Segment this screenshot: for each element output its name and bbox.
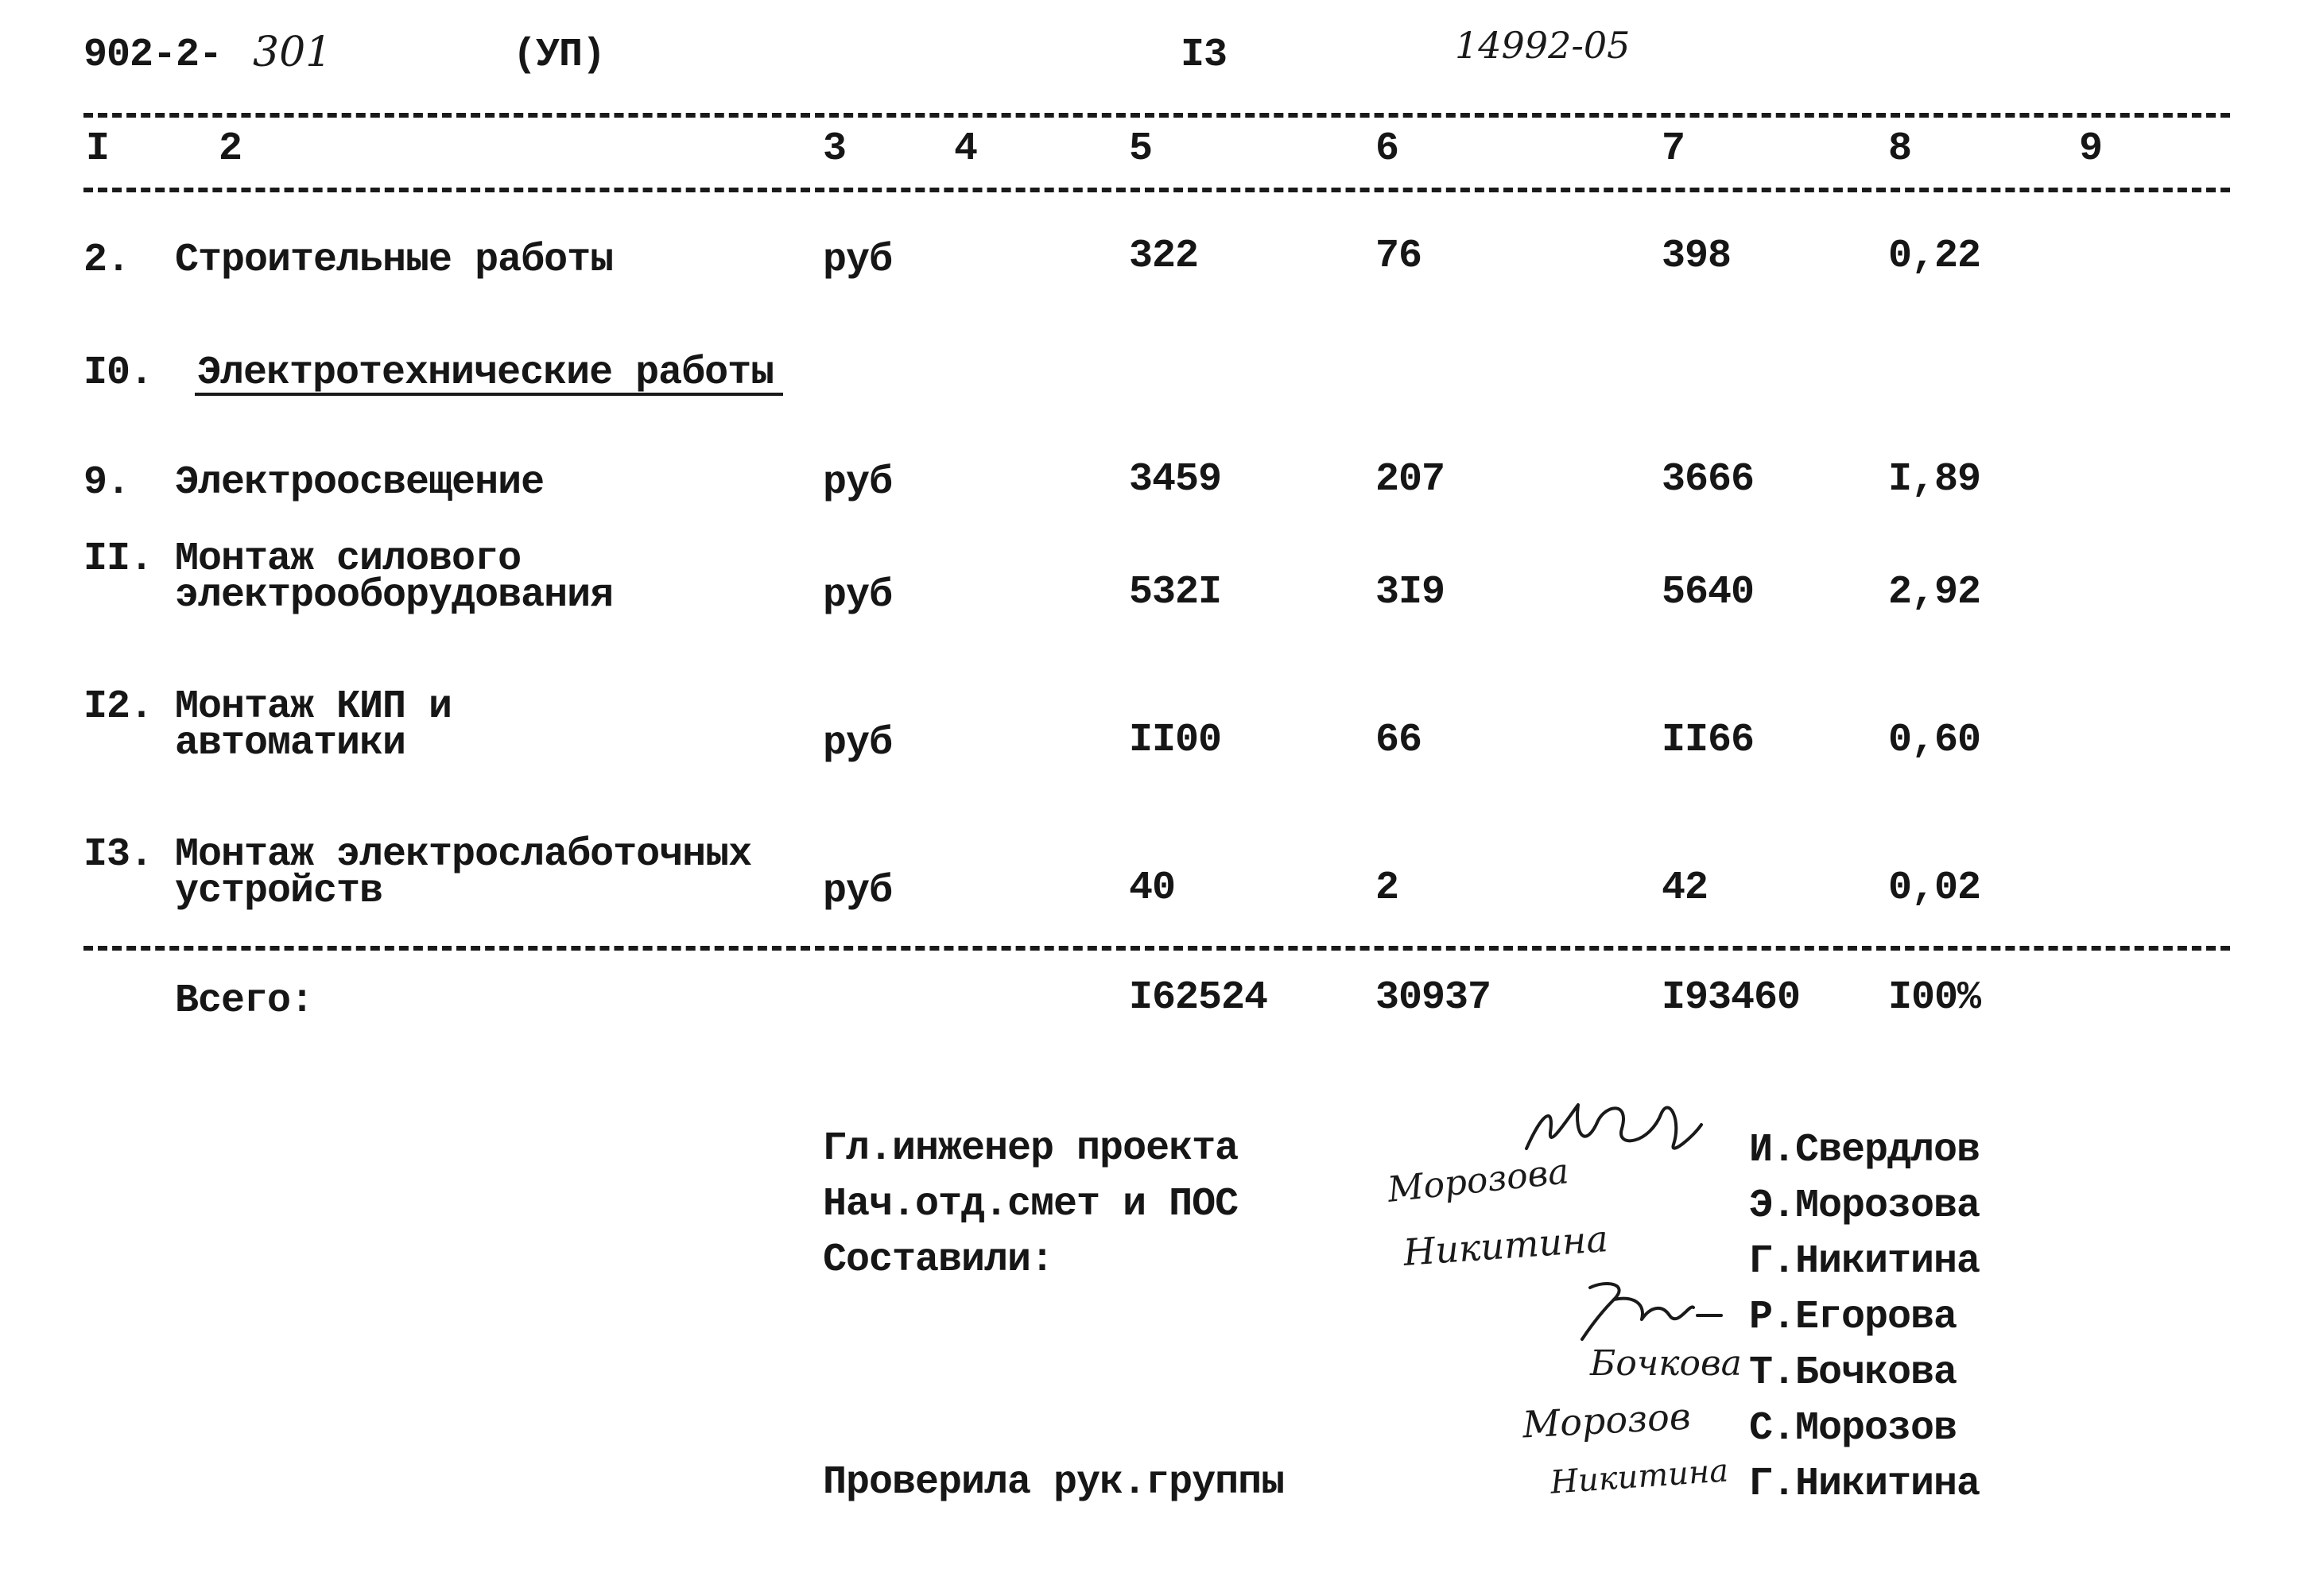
total-col6: 30937 xyxy=(1375,975,1491,1021)
row-col7: 42 xyxy=(1662,866,1709,911)
row-unit: руб xyxy=(823,573,893,618)
row-col8: 2,92 xyxy=(1888,570,1981,615)
row-name: Электроосвещение xyxy=(175,460,545,506)
column-header-8: 8 xyxy=(1888,126,1912,172)
signature-nikitina: Никитина xyxy=(1402,1217,1610,1274)
role-compilers: Составили: xyxy=(823,1238,1054,1283)
signatory-name: И.Свердлов xyxy=(1749,1128,1980,1173)
row-col7: 5640 xyxy=(1662,570,1755,615)
row-unit: руб xyxy=(823,721,893,766)
row-name-line1: Монтаж КИП и xyxy=(175,684,452,730)
total-col5: I62524 xyxy=(1129,975,1268,1021)
divider-top xyxy=(83,113,2230,118)
row-col7: 3666 xyxy=(1662,457,1755,502)
row-number: I3. xyxy=(83,832,153,877)
row-col6: 66 xyxy=(1375,718,1422,763)
row-col6: 76 xyxy=(1375,234,1422,279)
signatory-name: Г.Никитина xyxy=(1749,1239,1980,1284)
signature-nikitina-check: Никитина xyxy=(1549,1452,1730,1501)
row-col7: 398 xyxy=(1662,234,1732,279)
role-checked-by: Проверила рук.группы xyxy=(823,1460,1285,1505)
row-col6: 207 xyxy=(1375,457,1445,502)
row-number: I0. xyxy=(83,351,153,396)
row-col6: 3I9 xyxy=(1375,570,1445,615)
column-header-7: 7 xyxy=(1662,126,1685,172)
row-number: I2. xyxy=(83,684,153,730)
column-header-6: 6 xyxy=(1375,126,1399,172)
doc-volume: (УП) xyxy=(513,33,606,78)
signatory-name: Г.Никитина xyxy=(1749,1462,1980,1507)
row-unit: руб xyxy=(823,460,893,506)
row-col5: 532I xyxy=(1129,570,1222,615)
role-department-head: Нач.отд.смет и ПОС xyxy=(823,1182,1239,1227)
column-header-9: 9 xyxy=(2079,126,2103,172)
total-col8: I00% xyxy=(1888,975,1981,1021)
row-unit: руб xyxy=(823,869,893,914)
row-number: 2. xyxy=(83,238,130,283)
section-underline xyxy=(195,393,783,396)
row-col8: 0,60 xyxy=(1888,718,1981,763)
column-header-1: I xyxy=(86,126,110,172)
row-col8: I,89 xyxy=(1888,457,1981,502)
page-number: I3 xyxy=(1181,33,1228,78)
row-col6: 2 xyxy=(1375,866,1399,911)
column-header-2: 2 xyxy=(219,126,242,172)
inventory-number: 14992-05 xyxy=(1455,24,1631,67)
section-title: Электротехнические работы xyxy=(197,351,774,396)
signature-egorova xyxy=(1558,1272,1733,1343)
row-col5: 3459 xyxy=(1129,457,1222,502)
row-name-line1: Монтаж электрослаботочных xyxy=(175,832,752,877)
row-col5: 40 xyxy=(1129,866,1176,911)
row-col5: 322 xyxy=(1129,234,1199,279)
row-col5: II00 xyxy=(1129,718,1222,763)
row-number: II. xyxy=(83,537,153,582)
signature-morozov: Морозов xyxy=(1521,1394,1692,1447)
signatory-name: С.Морозов xyxy=(1749,1406,1957,1451)
total-col7: I93460 xyxy=(1662,975,1801,1021)
signatory-name: Р.Егорова xyxy=(1749,1295,1957,1340)
row-col7: II66 xyxy=(1662,718,1755,763)
row-name-line2: устройств xyxy=(175,869,383,914)
divider-header xyxy=(83,188,2230,192)
doc-code-prefix: 902-2- xyxy=(83,33,223,78)
signature-bochkova: Бочкова xyxy=(1590,1343,1742,1384)
row-number: 9. xyxy=(83,460,130,506)
doc-code-number: 301 xyxy=(253,29,332,76)
total-label: Всего: xyxy=(175,978,314,1024)
row-name: Строительные работы xyxy=(175,238,614,283)
row-col8: 0,02 xyxy=(1888,866,1981,911)
column-header-4: 4 xyxy=(954,126,978,172)
column-header-3: 3 xyxy=(823,126,847,172)
row-name-line2: электрооборудования xyxy=(175,573,614,618)
row-name-line1: Монтаж силового xyxy=(175,537,522,582)
row-unit: руб xyxy=(823,238,893,283)
role-chief-engineer: Гл.инженер проекта xyxy=(823,1126,1239,1172)
signatory-name: Э.Морозова xyxy=(1749,1183,1980,1229)
divider-total xyxy=(83,946,2230,951)
row-name-line2: автоматики xyxy=(175,721,406,766)
signature-morozova: Морозова xyxy=(1385,1151,1571,1211)
row-col8: 0,22 xyxy=(1888,234,1981,279)
signatory-name: Т.Бочкова xyxy=(1749,1350,1957,1396)
column-header-5: 5 xyxy=(1129,126,1153,172)
